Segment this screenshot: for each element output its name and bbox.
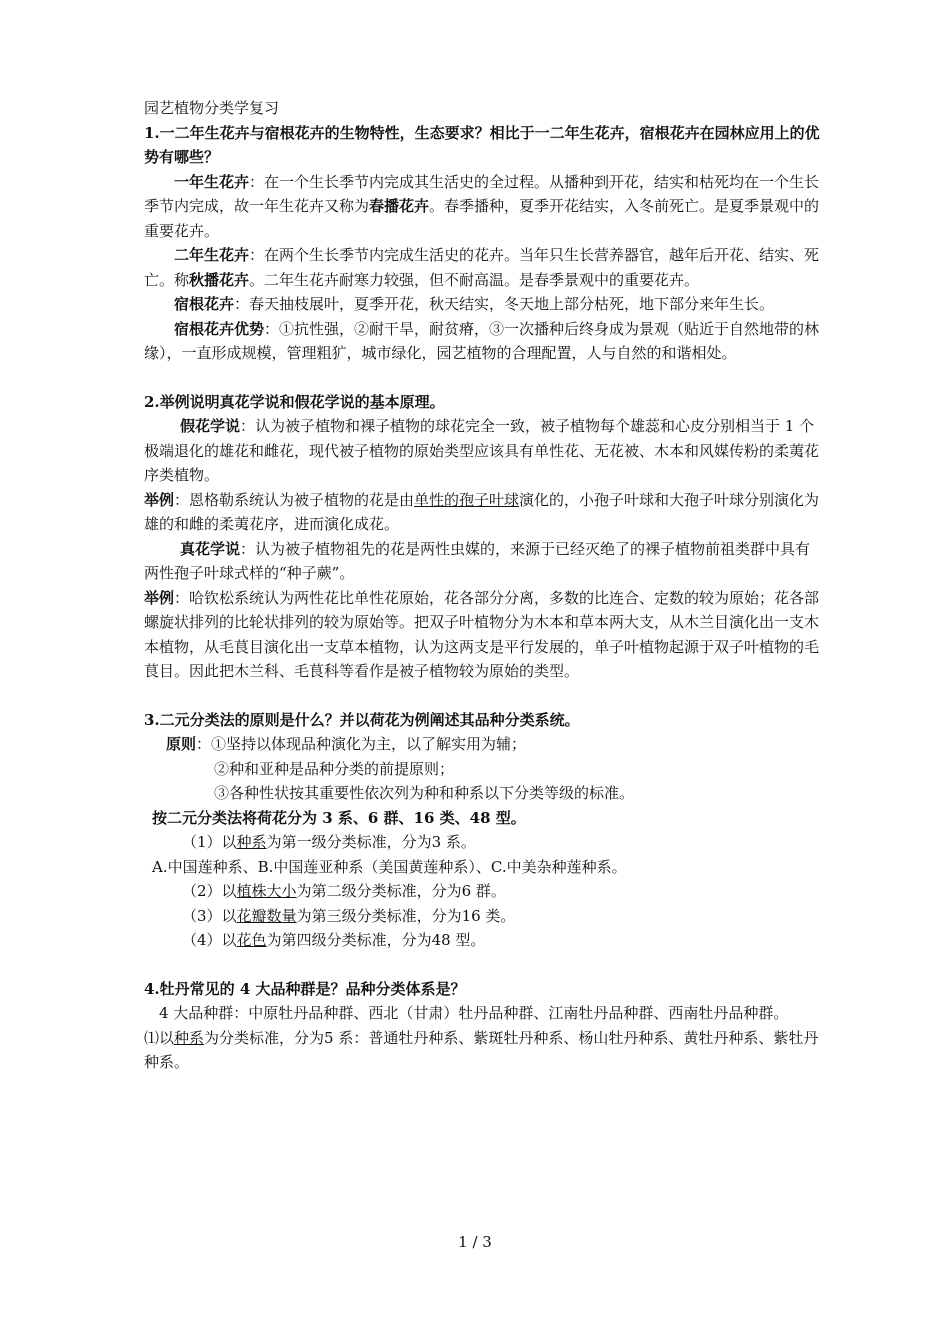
term-perennial: 宿根花卉 [174,295,235,313]
underlined-plant-size: 植株大小 [236,882,297,900]
term-annual: 一年生花卉 [174,172,250,191]
level-2-prefix: （2）以 [182,882,237,900]
level-2-suffix: 为第二级分类标准，分为6 群。 [296,882,506,900]
annual-text-b: 。春季播种，夏季开花结实，入冬前死亡。是夏季景观中的重要花卉。 [144,197,820,240]
underlined-petal-count: 花瓣数量 [236,906,297,925]
section-gap [144,366,824,390]
advantage-text: ：①抗性强，②耐干旱，耐贫瘠，③一次播种后终身成为景观（贴近于自然地带的林缘），一直形成规模，管理粗犷，城市绿化，园艺植物的合理配置，人与自然的和谐相处。 [144,319,820,362]
principle-line-1 [144,732,824,757]
euanthial-text: ：认为被子植物祖先的花是两性虫媒的，来源于已经灭绝了的裸子植物前祖类群中具有两性孢子叶球式样的“种子蕨”。 [144,539,811,582]
label-example-1: 举例 [144,490,175,509]
question-1: 1.一二年生花卉与宿根花卉的生物特性，生态要求？相比于一二年生花卉，宿根花卉在园林应用上的优势有哪些？ [144,123,820,166]
level-4-line [144,928,824,953]
biennial-text-a: ：在两个生长季节内完成生活史的花卉。当年只生长营养器官，越年后开花、结实、死亡。称 [144,246,820,289]
paragraph-euanthial [144,537,824,586]
biennial-text-b: 。二年生花卉耐寒力较强，但不耐高温。是春季景观中的重要花卉。 [249,270,700,289]
paragraph-example-2 [144,586,824,684]
term-biennial: 二年生花卉 [174,246,250,264]
principle-line-2: ②种和亚种是品种分类的前提原则； [214,759,455,778]
principle-1-text: ：①坚持以体现品种演化为主，以了解实用为辅； [196,735,527,753]
question-3: 3.二元分类法的原则是什么？并以荷花为例阐述其品种分类系统。 [144,710,580,729]
paragraph-biennial [144,243,824,292]
term-euanthial: 真花学说 [180,539,241,558]
question-4: 4.牡丹常见的 4 大品种群是？品种分类体系是？ [144,979,466,998]
lotus-summary: 按二元分类法将荷花分为 3 系、6 群、16 类、48 型。 [152,808,526,827]
term-pseudanthial: 假花学说 [180,417,241,435]
section-gap [144,953,824,977]
term-spring-sown: 春播花卉 [369,197,430,215]
question-2: 2.举例说明真花学说和假花学说的基本原理。 [144,392,445,411]
example-2-text: ：哈钦松系统认为两性花比单性花原始，花各部分分离，多数的比连合、定数的较为原始；花各部螺旋状排列的比轮状排列的较为原始等。把双子叶植物分为木本和草本两大支，从木兰目演化出一支木本植物，从毛茛目演化出一支草本植物，认为这两支是平行发展的，单子叶植物起源于双子叶植物的毛茛目。因此把木兰科、毛茛科等看作是被子植物较为原始的类型。 [144,588,820,680]
level-4-prefix: （4）以 [182,931,237,949]
page-number: 1 / 3 [458,1233,492,1251]
paragraph-annual [144,170,824,244]
peony-system-suffix: 为分类标准，分为5 系：普通牡丹种系、紫斑牡丹种系、杨山牡丹种系、黄牡丹种系、紫牡丹种系。 [144,1028,819,1071]
paragraph-perennial-advantage [144,317,824,366]
peony-system-prefix: ⑴以 [144,1028,175,1047]
level-2-line [144,879,824,904]
level-3-line [144,904,824,929]
term-autumn-sown: 秋播花卉 [189,270,250,289]
level-1-line [144,830,824,855]
example-1-text-a: ：恩格勒系统认为被子植物的花是由 [174,490,415,509]
level-1-suffix: 为第一级分类标准，分为3 系。 [266,833,476,851]
level-1-prefix: （1）以 [182,833,237,851]
underlined-peony-species-system: 种系 [174,1028,205,1047]
example-1-text-b: 演化的，小孢子叶球和大孢子叶球分别演化为雄的和雌的柔荑花序，进而演化成花。 [144,490,820,533]
label-example-2: 举例 [144,588,175,607]
underlined-species-system: 种系 [236,833,267,851]
level-3-prefix: （3）以 [182,906,237,925]
paragraph-example-1 [144,488,824,537]
term-perennial-advantage: 宿根花卉优势 [174,319,265,338]
label-principle: 原则 [166,735,197,753]
underlined-unisexual-strobilus: 单性的孢子叶球 [414,490,520,509]
peony-groups: 4 大品种群：中原牡丹品种群、西北（甘肃）牡丹品种群、江南牡丹品种群、西南牡丹品种群。 [159,1004,789,1022]
annual-text-a: ：在一个生长季节内完成其生活史的全过程。从播种到开花，结实和枯死均在一个生长季节内完成，故一年生花卉又称为 [144,172,820,215]
paragraph-pseudanthial [144,414,824,488]
section-gap [144,684,824,708]
document-title: 园艺植物分类学复习 [144,99,280,117]
peony-system-line [144,1026,824,1075]
level-4-suffix: 为第四级分类标准，分为48 型。 [266,931,486,949]
paragraph-perennial [144,292,824,317]
perennial-text: ：春天抽枝展叶，夏季开花，秋天结实，冬天地上部分枯死，地下部分来年生长。 [234,295,775,313]
principle-line-3: ③各种性状按其重要性依次列为种和种系以下分类等级的标准。 [214,784,635,802]
pseudanthial-text: ：认为被子植物和裸子植物的球花完全一致，被子植物每个雄蕊和心皮分别相当于 1 个极端退化的雄花和雌花，现代被子植物的原始类型应该具有单性花、无花被、木本和风媒传粉的柔荑花序类植物。 [144,417,820,484]
document-content [144,96,824,1075]
underlined-flower-color: 花色 [236,931,267,949]
level-3-suffix: 为第三级分类标准，分为16 类。 [296,906,516,925]
lotus-series-line: A.中国莲种系、B.中国莲亚种系（美国黄莲种系）、C.中美杂种莲种系。 [152,857,627,876]
